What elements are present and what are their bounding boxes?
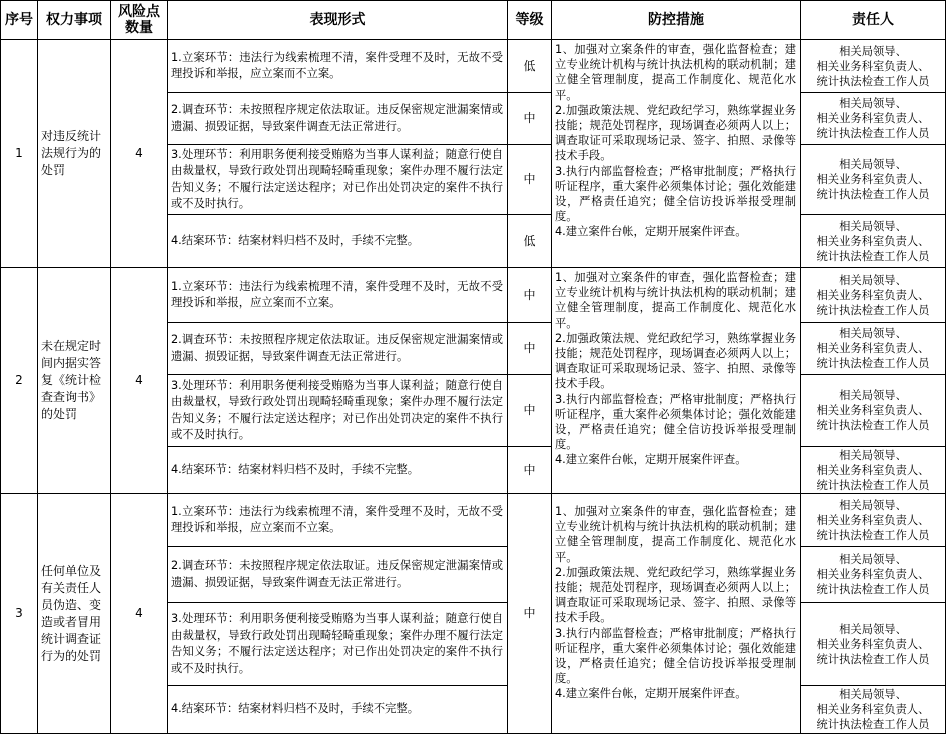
responsible-line: 相关业务科室负责人、 xyxy=(816,288,930,302)
row2-stage2-responsible xyxy=(801,323,946,375)
responsible-line: 统计执法检查工作人员 xyxy=(816,249,930,263)
row1-power-item: 对违反统计法规行为的处罚 xyxy=(38,40,111,268)
row3-power-item: 任何单位及有关责任人员伪造、变造或者冒用统计调查证行为的处罚 xyxy=(38,494,111,734)
responsible-line: 统计执法检查工作人员 xyxy=(816,74,930,88)
responsible-line: 统计执法检查工作人员 xyxy=(816,652,930,666)
row1-risk-count: 4 xyxy=(111,40,168,268)
row1-stage1-text: 1.立案环节：违法行为线索梳理不清，案件受理不及时，无故不受理投诉和举报，应立案而不立案。 xyxy=(168,40,508,93)
responsible-line: 相关业务科室负责人、 xyxy=(816,173,930,186)
responsible-line: 相关局领导、 xyxy=(839,273,907,287)
header-control-measures: 防控措施 xyxy=(552,0,801,40)
row1-stage4-text: 4.结案环节：结案材料归档不及时，手续不完整。 xyxy=(168,215,508,268)
responsible-line: 统计执法检查工作人员 xyxy=(816,127,930,140)
row1-stage3-responsible xyxy=(801,145,946,215)
responsible-line: 相关业务科室负责人、 xyxy=(816,463,930,477)
header-level: 等级 xyxy=(508,0,552,40)
row2-stage2-level: 中 xyxy=(508,323,552,375)
row1-stage1-level: 低 xyxy=(508,40,552,93)
row3-stage4-responsible xyxy=(801,686,946,734)
responsible-line: 统计执法检查工作人员 xyxy=(816,528,930,542)
responsible-line: 统计执法检查工作人员 xyxy=(816,478,930,492)
row2-power-item: 未在规定时间内据实答复《统计检查查询书》的处罚 xyxy=(38,268,111,494)
row3-control-measures: 1、加强对立案条件的审查，强化监督检查；建立专业统计机构与统计执法机构的联动机制；建立健全管理制度，提高工作制度化、规范化水平。 2.加强政策法规、党纪政纪学习，熟练掌握业务技能；规范处罚程序，现场调查必须两人以上；调查取证可采取现场记录、签字、拍照、录像等技术手段。 3.执行内部监督检查；严格审批制度；严格执行听证程序，重大案件必须集体讨论；强化效能建设，严格责任追究；健全信访投诉举报受理制度。 4.建立案件台帐，定期开展案件评查。 xyxy=(552,494,801,734)
row2-stage3-level: 中 xyxy=(508,375,552,447)
row2-stage1-responsible xyxy=(801,268,946,323)
responsible-line: 统计执法检查工作人员 xyxy=(816,188,930,201)
row3-stage3-responsible xyxy=(801,603,946,686)
responsible-line: 相关业务科室负责人、 xyxy=(816,703,930,716)
responsible-line: 相关局领导、 xyxy=(839,44,907,58)
responsible-line: 相关业务科室负责人、 xyxy=(816,404,930,417)
row3-stage1-responsible xyxy=(801,494,946,547)
responsible-line: 相关业务科室负责人、 xyxy=(816,342,930,355)
responsible-line: 相关局领导、 xyxy=(839,448,907,462)
row1-stage2-level: 中 xyxy=(508,93,552,145)
row2-stage4-level: 中 xyxy=(508,447,552,494)
row2-stage3-responsible xyxy=(801,375,946,447)
row1-stage2-text: 2.调查环节：未按照程序规定依法取证。违反保密规定泄漏案情或遗漏、损毁证据，导致案件调查无法正常进行。 xyxy=(168,93,508,145)
responsible-line: 相关局领导、 xyxy=(839,498,907,512)
row3-stage4-text: 4.结案环节：结案材料归档不及时，手续不完整。 xyxy=(168,686,508,734)
row1-seq: 1 xyxy=(0,40,38,268)
responsible-line: 相关局领导、 xyxy=(839,389,907,402)
row2-stage4-text: 4.结案环节：结案材料归档不及时，手续不完整。 xyxy=(168,447,508,494)
header-seq: 序号 xyxy=(0,0,38,40)
responsible-line: 统计执法检查工作人员 xyxy=(816,419,930,432)
responsible-line: 统计执法检查工作人员 xyxy=(816,718,930,731)
row2-stage2-text: 2.调查环节：未按照程序规定依法取证。违反保密规定泄漏案情或遗漏、损毁证据，导致案件调查无法正常进行。 xyxy=(168,323,508,375)
header-power-item: 权力事项 xyxy=(38,0,111,40)
responsible-line: 相关局领导、 xyxy=(839,327,907,340)
row1-stage3-text: 3.处理环节：利用职务便利接受贿赂为当事人谋利益；随意行使自由裁量权，导致行政处罚出现畸轻畸重现象；案件办理不履行法定告知义务；不履行法定送达程序；对已作出处罚决定的案件不执行或不及时执行。 xyxy=(168,145,508,215)
responsible-line: 相关业务科室负责人、 xyxy=(816,112,930,125)
row3-level: 中 xyxy=(508,494,552,734)
responsible-line: 相关局领导、 xyxy=(839,219,907,233)
responsible-line: 相关局领导、 xyxy=(839,97,907,110)
row2-control-measures: 1、加强对立案条件的审查，强化监督检查；建立专业统计机构与统计执法机构的联动机制；建立健全管理制度，提高工作制度化、规范化水平。 2.加强政策法规、党纪政纪学习，熟练掌握业务技能；规范处罚程序，现场调查必须两人以上；调查取证可采取现场记录、签字、拍照、录像等技术手段。 3.执行内部监督检查；严格审批制度；严格执行听证程序，重大案件必须集体讨论；强化效能建设，严格责任追究；健全信访投诉举报受理制度。 4.建立案件台帐，定期开展案件评查。 xyxy=(552,268,801,494)
row3-stage2-responsible xyxy=(801,547,946,603)
responsible-line: 统计执法检查工作人员 xyxy=(816,357,930,370)
header-responsible: 责任人 xyxy=(801,0,946,40)
row1-stage4-responsible xyxy=(801,215,946,268)
row2-stage1-level: 中 xyxy=(508,268,552,323)
responsible-line: 相关业务科室负责人、 xyxy=(816,513,930,527)
row1-stage1-responsible xyxy=(801,40,946,93)
responsible-line: 相关局领导、 xyxy=(839,158,907,171)
row3-risk-count: 4 xyxy=(111,494,168,734)
row2-risk-count: 4 xyxy=(111,268,168,494)
row1-stage4-level: 低 xyxy=(508,215,552,268)
row1-control-measures: 1、加强对立案条件的审查，强化监督检查；建立专业统计机构与统计执法机构的联动机制；建立健全管理制度，提高工作制度化、规范化水平。 2.加强政策法规、党纪政纪学习，熟练掌握业务技能；规范处罚程序，现场调查必须两人以上；调查取证可采取现场记录、签字、拍照、录像等技术手段。 3.执行内部监督检查；严格审批制度；严格执行听证程序，重大案件必须集体讨论；强化效能建设，严格责任追究；健全信访投诉举报受理制度。 4.建立案件台帐，定期开展案件评查。 xyxy=(552,40,801,268)
responsible-line: 统计执法检查工作人员 xyxy=(816,303,930,317)
responsible-line: 相关局领导、 xyxy=(839,553,907,566)
row3-stage3-text: 3.处理环节：利用职务便利接受贿赂为当事人谋利益；随意行使自由裁量权，导致行政处罚出现畸轻畸重现象；案件办理不履行法定告知义务；不履行法定送达程序；对已作出处罚决定的案件不执行或不及时执行。 xyxy=(168,603,508,686)
row2-seq: 2 xyxy=(0,268,38,494)
responsible-line: 相关局领导、 xyxy=(839,688,907,701)
header-manifestation: 表现形式 xyxy=(168,0,508,40)
responsible-line: 相关业务科室负责人、 xyxy=(816,234,930,248)
row2-stage3-text: 3.处理环节：利用职务便利接受贿赂为当事人谋利益；随意行使自由裁量权，导致行政处罚出现畸轻畸重现象；案件办理不履行法定告知义务；不履行法定送达程序；对已作出处罚决定的案件不执行或不及时执行。 xyxy=(168,375,508,447)
row1-stage2-responsible xyxy=(801,93,946,145)
row1-stage3-level: 中 xyxy=(508,145,552,215)
header-risk-count: 风险点数量 xyxy=(111,0,168,40)
responsible-line: 相关业务科室负责人、 xyxy=(816,59,930,73)
row3-stage2-text: 2.调查环节：未按照程序规定依法取证。违反保密规定泄漏案情或遗漏、损毁证据，导致案件调查无法正常进行。 xyxy=(168,547,508,603)
row3-seq: 3 xyxy=(0,494,38,734)
responsible-line: 相关业务科室负责人、 xyxy=(816,637,930,651)
row2-stage4-responsible xyxy=(801,447,946,494)
row3-stage1-text: 1.立案环节：违法行为线索梳理不清，案件受理不及时，无故不受理投诉和举报，应立案而不立案。 xyxy=(168,494,508,547)
responsible-line: 相关业务科室负责人、 xyxy=(816,568,930,581)
responsible-line: 统计执法检查工作人员 xyxy=(816,583,930,596)
row2-stage1-text: 1.立案环节：违法行为线索梳理不清，案件受理不及时，无故不受理投诉和举报，应立案而不立案。 xyxy=(168,268,508,323)
responsible-line: 相关局领导、 xyxy=(839,622,907,636)
